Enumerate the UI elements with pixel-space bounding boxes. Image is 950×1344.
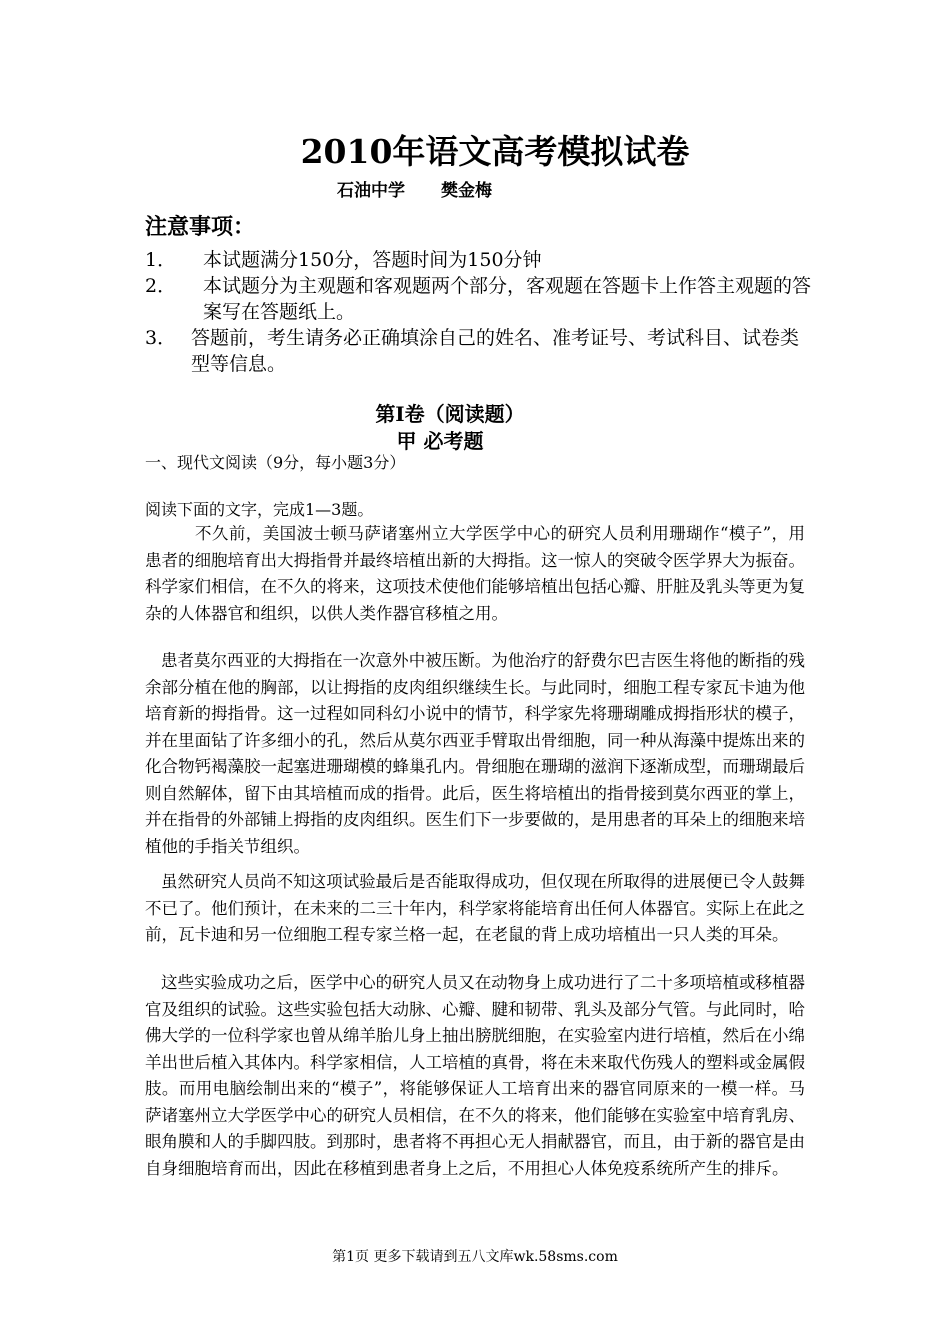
author-line [337, 176, 492, 201]
passage-paragraph: 患者莫尔西亚的大拇指在一次意外中被压断。为他治疗的舒费尔巴吉医生将他的断指的残余部分植在他的胸部，以让拇指的皮肉组织继续生长。与此同时，细胞工程专家瓦卡迪为他培育新的拇指骨。这一过程如同科幻小说中的情节，科学家先将珊瑚雕成拇指形状的模子，并在里面钻了许多细小的孔，然后从莫尔西亚手臂取出骨细胞，同一种从海藻中提炼出来的化合物钙褐藻胶一起塞进珊瑚模的蜂巢孔内。骨细胞在珊瑚的滋润下逐渐成型，而珊瑚最后则自然解体，留下由其培植而成的指骨。此后，医生将培植出的指骨接到莫尔西亚的掌上，并在指骨的外部铺上拇指的皮肉组织。医生们下一步要做的，是用患者的耳朵上的细胞来培植他的手指关节组织。 [145, 651, 805, 856]
document-title: 2010年语文高考模拟试卷 [300, 132, 690, 171]
section-subtitle: 甲 必考题 [396, 429, 484, 453]
volume-title: 第Ⅰ卷（阅读题） [375, 402, 525, 426]
passage-paragraph: 这些实验成功之后，医学中心的研究人员又在动物身上成功进行了二十多项培植或移植器官及组织的试验。这些实验包括大动脉、心瓣、腱和韧带、乳头及部分气管。与此同时，哈佛大学的一位科学家也曾从绵羊胎儿身上抽出膀胱细胞，在实验室内进行培植，然后在小绵羊出世后植入其体内。科学家相信，人工培植的真骨，将在未来取代伤残人的塑料或金属假肢。而用电脑绘制出来的“模子”，将能够保证人工培育出来的器官同原来的一模一样。马萨诸塞州立大学医学中心的研究人员相信，在不久的将来，他们能够在实验室中培育乳房、眼角膜和人的手脚四肢。到那时，患者将不再担心无人捐献器官，而且，由于新的器官是由自身细胞培育而出，因此在移植到患者身上之后，不用担心人体免疫系统所产生的排斥。 [145, 973, 805, 1178]
notice-item-number: 1． [145, 249, 177, 271]
notice-item-text: 本试题满分150分，答题时间为150分钟 [203, 249, 542, 271]
notice-item-number: 2． [145, 275, 177, 297]
page-footer: 第1页 更多下载请到五八文库wk.58sms.com [332, 1249, 618, 1265]
section-heading: 一、现代文阅读（9分，每小题3分） [145, 453, 406, 472]
notice-item-text: 答题前，考生请务必正确填涂自己的姓名、准考证号、考试科目、试卷类型等信息。 [191, 327, 800, 375]
reading-instruction: 阅读下面的文字，完成1—3题。 [145, 500, 374, 519]
notice-item [145, 273, 815, 325]
author-school: 石油中学 [337, 181, 405, 201]
notice-heading: 注意事项： [145, 214, 256, 240]
notice-item [145, 325, 815, 377]
passage-paragraph: 虽然研究人员尚不知这项试验最后是否能取得成功，但仅现在所取得的进展便已令人鼓舞不已了。他们预计，在未来的二三十年内，科学家将能培育出任何人体器官。实际上在此之前，瓦卡迪和另一位细胞工程专家兰格一起，在老鼠的背上成功培植出一只人类的耳朵。 [145, 872, 805, 944]
author-name: 樊金梅 [441, 181, 492, 201]
notice-item-text: 本试题分为主观题和客观题两个部分，客观题在答题卡上作答主观题的答案写在答题纸上。 [203, 275, 812, 323]
notice-item-number: 3． [145, 327, 177, 349]
notice-item [145, 247, 815, 273]
passage-paragraph: 不久前，美国波士顿马萨诸塞州立大学医学中心的研究人员利用珊瑚作“模子”，用患者的细胞培育出大拇指骨并最终培植出新的大拇指。这一惊人的突破令医学界大为振奋。科学家们相信，在不久的将来，这项技术使他们能够培植出包括心瓣、肝脏及乳头等更为复杂的人体器官和组织，以供人类作器官移植之用。 [145, 524, 805, 623]
